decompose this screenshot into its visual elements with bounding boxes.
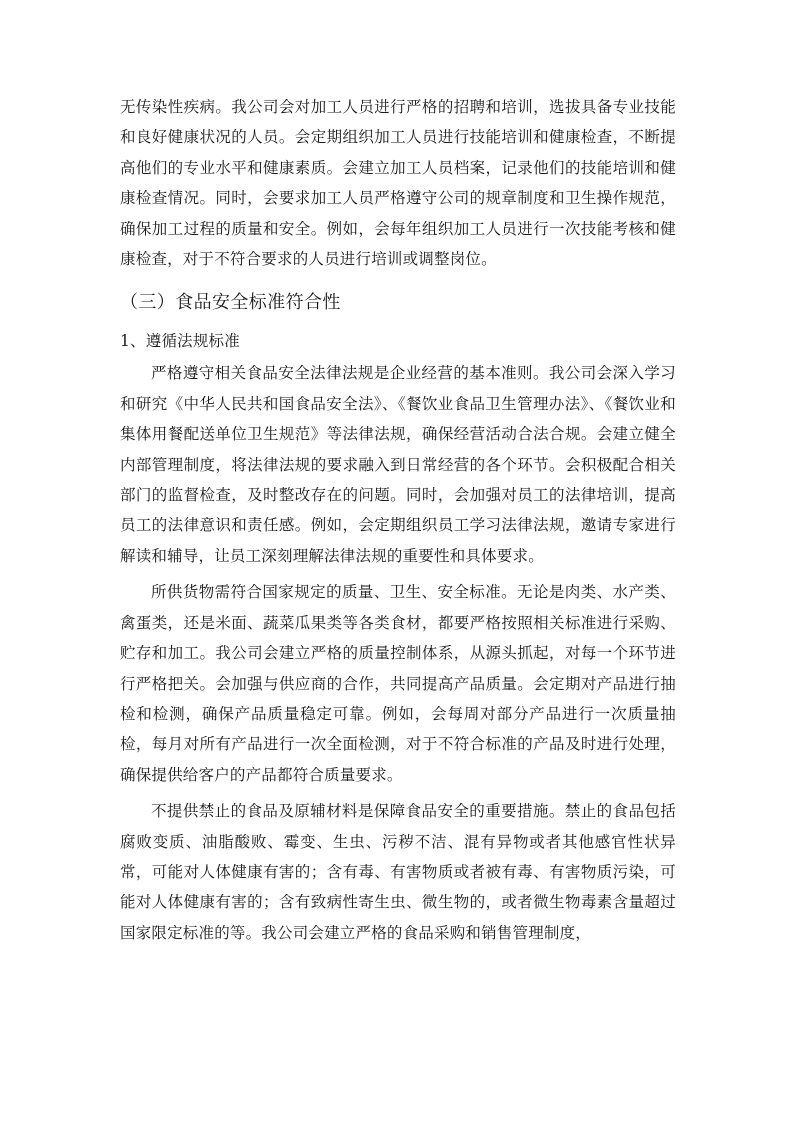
- body-paragraph-3: 不提供禁止的食品及原辅材料是保障食品安全的重要措施。禁止的食品包括腐败变质、油脂酸败、霉变、生虫、污秽不洁、混有异物或者其他感官性状异常，可能对人体健康有害的；含有毒、有害物质或者被有毒、有害物质污染，可能对人体健康有害的；含有致病性寄生虫、微生物的，或者微生物毒素含量超过国家限定标准的等。我公司会建立严格的食品采购和销售管理制度，: [120, 802, 676, 942]
- sub-heading: 1、遵循法规标准: [120, 332, 240, 351]
- intro-paragraph: 无传染性疾病。我公司会对加工人员进行严格的招聘和培训，选拔具备专业技能和良好健康状况的人员。会定期组织加工人员进行技能培训和健康检查，不断提高他们的专业水平和健康素质。会建立加工人员档案，记录他们的技能培训和健康检查情况。同时，会要求加工人员严格遵守公司的规章制度和卫生操作规范，确保加工过程的质量和安全。例如，会每年组织加工人员进行一次技能考核和健康检查，对于不符合要求的人员进行培训或调整岗位。: [120, 98, 676, 269]
- body-paragraph-2: 所供货物需符合国家规定的质量、卫生、安全标准。无论是肉类、水产类、禽蛋类，还是米面、蔬菜瓜果类等各类食材，都要严格按照相关标准进行采购、贮存和加工。我公司会建立严格的质量控制体系，从源头抓起，对每一个环节进行严格把关。会加强与供应商的合作，共同提高产品质量。会定期对产品进行抽检和检测，确保产品质量稳定可靠。例如，会每周对部分产品进行一次质量抽检，每月对所有产品进行一次全面检测，对于不符合标准的产品及时进行处理，确保提供给客户的产品都符合质量要求。: [120, 583, 676, 784]
- document-body: [120, 92, 676, 948]
- section-heading: （三）食品安全标准符合性: [120, 292, 341, 314]
- body-paragraph-1: 严格遵守相关食品安全法律法规是企业经营的基本准则。我公司会深入学习和研究《中华人民共和国食品安全法》、《餐饮业食品卫生管理办法》、《餐饮业和集体用餐配送单位卫生规范》等法律法规，确保经营活动合法合规。会建立健全内部管理制度，将法律法规的要求融入到日常经营的各个环节。会积极配合相关部门的监督检查，及时整改存在的问题。同时，会加强对员工的法律培训，提高员工的法律意识和责任感。例如，会定期组织员工学习法律法规，邀请专家进行解读和辅导，让员工深刻理解法律法规的重要性和具体要求。: [120, 364, 676, 565]
